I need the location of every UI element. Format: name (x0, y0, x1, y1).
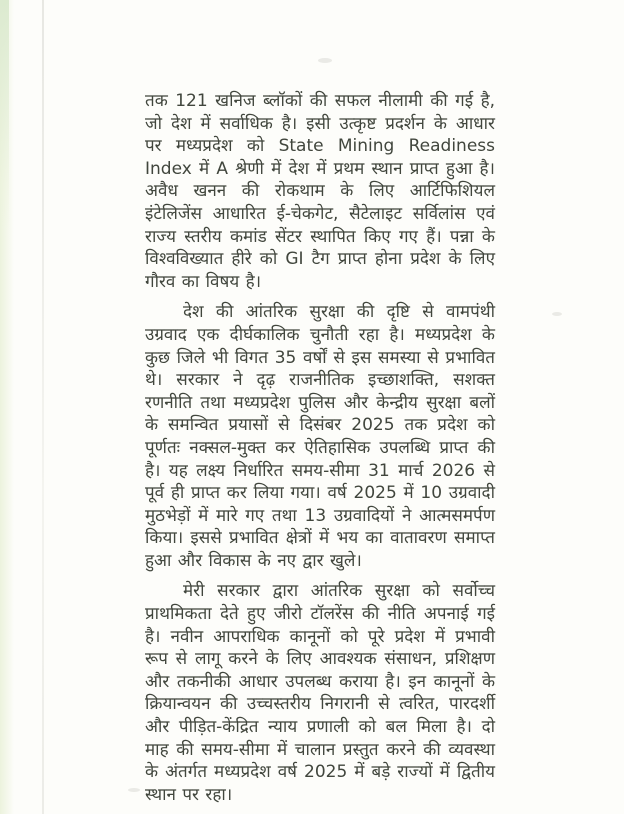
paragraph-zero-tolerance-criminal-laws: मेरी सरकार द्वारा आंतरिक सुरक्षा को सर्वोच्च प्राथमिकता देते हुए जीरो टॉलरेंस की नीति अपनाई गई है। नवीन आपराधिक कानूनों को पूरे प्रदेश में प्रभावी रूप से लागू करने के लिए आवश्यक संसाधन, प्रशिक्षण और तकनीकी आधार उपलब्ध कराया है। इन कानूनों के क्रियान्वयन की उच्चस्तरीय निगरानी से त्वरित, पारदर्शी और पीड़ित-केंद्रित न्याय प्रणाली को बल मिला है। दो माह की समय-सीमा में चालान प्रस्तुत करने की व्यवस्था के अंतर्गत मध्यप्रदेश वर्ष 2025 में बड़े राज्यों में द्वितीय स्थान पर रहा। (145, 581, 495, 805)
scan-edge-artifact (0, 0, 14, 814)
scan-speckle (128, 788, 140, 792)
scan-edge-artifact-top (0, 0, 9, 230)
scan-speckle (552, 312, 562, 316)
scan-speckle (318, 58, 332, 63)
paragraph-mining-achievements: तक 121 खनिज ब्लॉकों की सफल नीलामी की गई है, जो देश में सर्वाधिक है। इसी उत्कृष्ट प्रदर्शन के आधार पर मध्यप्रदेश को State Mining Readiness Index में A श्रेणी में देश में प्रथम स्थान प्राप्त हुआ है। अवैध खनन की रोकथाम के लिए आर्टिफिशियल इंटेलिजेंस आधारित ई-चेकगेट, सैटेलाइट सर्विलांस एवं राज्य स्तरीय कमांड सेंटर स्थापित किए गए हैं। पन्ना के विश्वविख्यात हीरे को GI टैग प्राप्त होना प्रदेश के लिए गौरव का विषय है। (145, 91, 495, 292)
paragraph-internal-security-naxal: देश की आंतरिक सुरक्षा की दृष्टि से वामपंथी उग्रवाद एक दीर्घकालिक चुनौती रहा है। मध्यप्रदेश के कुछ जिले भी विगत 35 वर्षों से इस समस्या से प्रभावित थे। सरकार ने दृढ़ राजनीतिक इच्छाशक्ति, सशक्त रणनीति तथा मध्यप्रदेश पुलिस और केन्द्रीय सुरक्षा बलों के समन्वित प्रयासों से दिसंबर 2025 तक प्रदेश को पूर्णतः नक्सल-मुक्त कर ऐतिहासिक उपलब्धि प्राप्त की है। यह लक्ष्य निर्धारित समय-सीमा 31 मार्च 2026 से पूर्व ही प्राप्त कर लिया गया। वर्ष 2025 में 10 उग्रवादी मुठभेड़ों में मारे गए तथा 13 उग्रवादियों ने आत्मसमर्पण किया। इससे प्रभावित क्षेत्रों में भय का वातावरण समाप्त हुआ और विकास के नए द्वार खुले। (145, 302, 495, 571)
document-text-block (145, 90, 495, 814)
scan-fold-line (42, 0, 44, 814)
